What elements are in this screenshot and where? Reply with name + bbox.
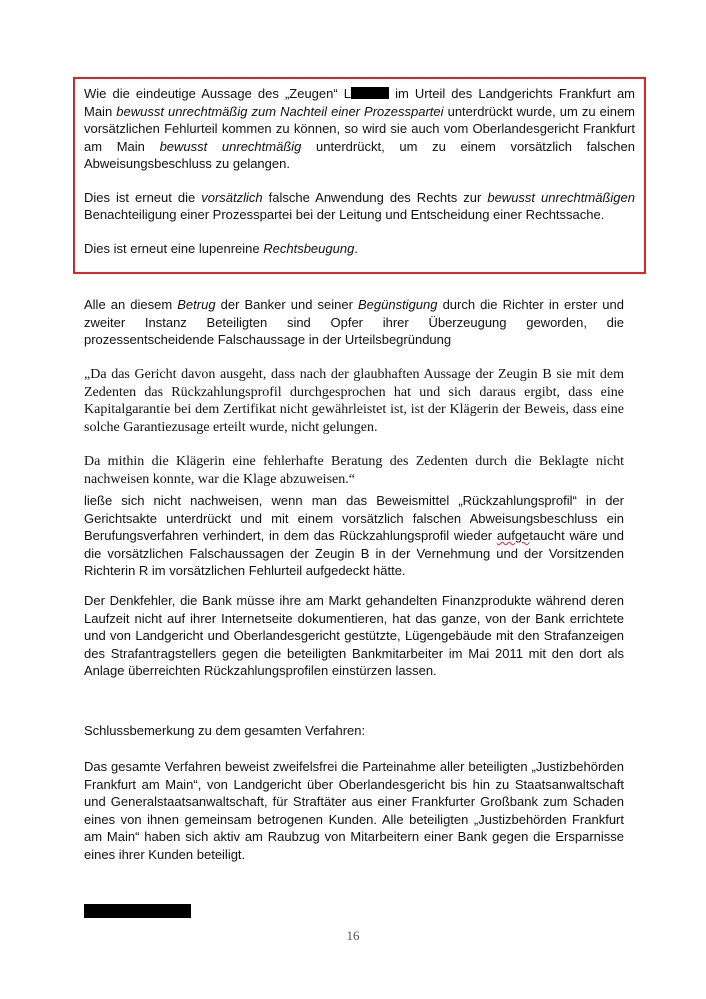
text-segment: Dies ist erneut eine lupenreine bbox=[84, 240, 264, 256]
text-segment: unterdrückt, um zu einem vorsätzlich falschen Abweisungsbeschluss zu gelangen. bbox=[84, 138, 635, 171]
text-segment: im Urteil des Landgerichts Frankfurt am Main bbox=[84, 86, 635, 119]
redacted-name bbox=[351, 87, 389, 99]
text-segment: unterdrückt wurde, um zu einem vorsätzlichen Fehlurteil kommen zu können, so wird sie auch vom Oberlandesgericht Frankfurt am Main bbox=[84, 103, 636, 154]
text-segment: falsche Anwendung des Rechts zur bbox=[262, 189, 488, 205]
quote-paragraph-1: „Da das Gericht davon ausgeht, dass nach der glaubhaften Aussage der Zeugin B sie mit dem Zedenten das Rückzahlungsprofil durchgesprochen hat und sich daraus ergibt, dass eine Kapitalgarantie bei dem Zertifikat nicht gewährleistet ist, ist der Klägerin der Beweis, dass eine solche Garantiezusage erteilt wurde, nicht gelungen. bbox=[84, 367, 624, 435]
text-segment: aufge bbox=[496, 528, 530, 543]
emphasis-text: Rechtsbeugung bbox=[263, 240, 355, 256]
paragraph-denkfehler: Der Denkfehler, die Bank müsse ihre am Markt gehandelten Finanzprodukte während deren Laufzeit nicht auf ihrer Internetseite dokumentieren, hat das ganze, von der Bank errichtete und von Landgericht und Oberlandesgericht gestützte, Lügengebäude mit den Strafanzeigen des Strafantragstellers gegen die beteiligten Bankmitarbeiter im Mai 2011 mit den dort als Anlage überreichten Rückzahlungsprofilen einstürzen lassen. bbox=[84, 593, 624, 678]
emphasis-text: bewusst unrechtmäßig bbox=[159, 138, 302, 154]
text-segment: durch die Richter in erster und zweiter Instanz Beteiligten sind Opfer ihrer Überzeugung geworden, die prozessentscheidende Falschaussage in der Urteilsbegründung bbox=[84, 297, 624, 347]
highlighted-box bbox=[73, 77, 646, 274]
emphasis-text: bewusst unrechtmäßigen bbox=[487, 189, 635, 205]
box-paragraph-3 bbox=[84, 240, 635, 258]
box-paragraph-1 bbox=[84, 85, 635, 173]
section-heading: Schlussbemerkung zu dem gesamten Verfahren: bbox=[84, 723, 366, 738]
emphasis-text: Begünstigung bbox=[357, 297, 438, 312]
text-segment: Benachteiligung einer Prozesspartei bei der Leitung und Entscheidung einer Rechtssache. bbox=[84, 207, 605, 222]
paragraph-nachweisen bbox=[84, 492, 624, 580]
paragraph-schluss: Das gesamte Verfahren beweist zweifelsfrei die Parteinahme aller beteiligten „Justizbehörden Frankfurt am Main“, von Landgericht über Oberlandesgericht bis hin zu Staatsanwaltschaft und Generalstaatsanwaltschaft, für Straftäter aus einer Frankfurter Großbank zum Schaden eines von ihnen gemeinsam betrogenen Kunden. Alle beteiligten „Justizbehörden Frankfurt am Main“ haben sich aktiv am Raubzug von Mitarbeitern einer Bank gegen die Ersparnisse eines ihrer Kunden beteiligt. bbox=[84, 759, 624, 862]
text-segment: der Banker und seiner bbox=[215, 297, 358, 312]
emphasis-text: bewusst unrechtmäßig zum Nachteil einer Prozesspartei bbox=[116, 103, 444, 119]
page-number: 16 bbox=[346, 928, 360, 943]
quote-paragraph-2: Da mithin die Klägerin eine fehlerhafte Beratung des Zedenten durch die Beklagte nicht nachweisen konnte, war die Klage abzuweisen.“ bbox=[84, 454, 624, 487]
text-segment: . bbox=[354, 240, 358, 256]
emphasis-text: Betrug bbox=[177, 297, 216, 312]
box-paragraph-2 bbox=[84, 189, 635, 224]
text-segment: Alle an diesem bbox=[84, 297, 178, 312]
paragraph-betrug bbox=[84, 296, 624, 349]
text-segment: Dies ist erneut die bbox=[84, 189, 202, 205]
text-segment: Wie die eindeutige Aussage des „Zeugen“ L bbox=[84, 86, 352, 101]
text-segment: ließe sich nicht nachweisen, wenn man das Beweismittel „Rückzahlungsprofil“ in der Gerichtsakte unterdrückt und mit einem vorsätzlich falschen Abweisungsbeschluss ein Berufungsverfahren verhindert, in dem das Rückzahlungsprofil wieder bbox=[84, 493, 624, 543]
text-segment: taucht wäre und die vorsätzlichen Falschaussagen der Zeugin B in der Vernehmung und der Vorsitzenden Richterin R im vorsätzlichen Fehlurteil aufgedeckt hätte. bbox=[84, 528, 624, 578]
redacted-signature bbox=[84, 904, 191, 918]
emphasis-text: vorsätzlich bbox=[201, 189, 263, 205]
